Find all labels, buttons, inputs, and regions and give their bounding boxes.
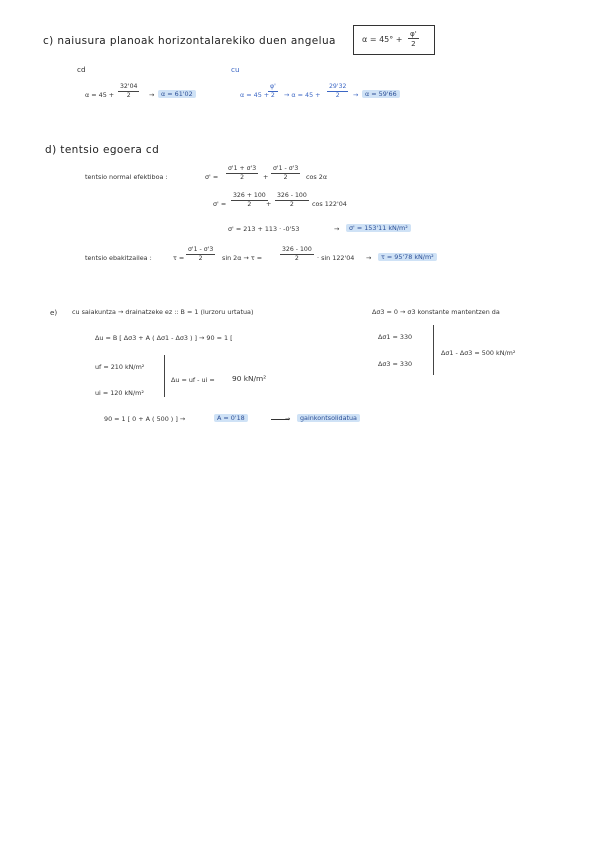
shear-mid: sin 2α → τ = <box>222 254 263 262</box>
row3-result: σ' = 153'11 kN/m² <box>346 224 411 232</box>
row1-num2: σ'1 - σ'3 <box>271 166 300 174</box>
delta-sigma1: Δσ1 = 330 <box>378 333 413 341</box>
left-brace <box>164 355 165 397</box>
A-equation: 90 = 1 [ 0 + A ( 500 ) ] → <box>104 415 186 423</box>
cd-den: 2 <box>126 92 131 100</box>
row2-den2: 2 <box>289 201 294 209</box>
cd-num: 32'04 <box>118 84 139 92</box>
normal-stress-label: tentsio normal efektiboa : <box>85 173 168 181</box>
row2-num1: 326 + 100 <box>231 193 268 201</box>
row2-den1: 2 <box>247 201 252 209</box>
delta-u-value: 90 kN/m² <box>232 374 267 383</box>
label-cd: cd <box>77 65 86 74</box>
right-brace <box>433 325 434 375</box>
cu-den2: 2 <box>335 92 340 100</box>
cu-arrow: → <box>353 91 359 99</box>
shear-arrow: → <box>366 254 372 262</box>
cd-fraction <box>118 84 139 99</box>
delta-u-label: Δu = uf - ui = <box>171 376 215 384</box>
row1-den2: 2 <box>283 174 288 182</box>
cu-fraction-2 <box>327 84 348 99</box>
row1-num1: σ'1 + σ'3 <box>226 166 258 174</box>
row1-den1: 2 <box>240 174 245 182</box>
cu-num1: φ' <box>268 84 278 92</box>
shear-fraction-1 <box>186 247 215 262</box>
shear-num1: σ'1 - σ'3 <box>186 247 215 255</box>
cu-formula-start: α = 45 + <box>240 91 270 99</box>
boxed-formula-left: α = 45° + <box>362 35 403 44</box>
row3-arrow: → <box>334 225 340 233</box>
row2-end: cos 122'04 <box>312 200 347 208</box>
cu-den1: 2 <box>270 92 275 100</box>
label-cu: cu <box>231 65 240 74</box>
row1-fraction-1 <box>226 166 258 181</box>
row2-start: σ' = <box>213 200 227 208</box>
section-e-label: e) <box>50 308 58 317</box>
shear-stress-label: tentsio ebakitzailea : <box>85 254 152 262</box>
row1-end: cos 2α <box>306 173 328 181</box>
shear-end: · sin 122'04 <box>317 254 355 262</box>
shear-fraction-2 <box>280 247 314 262</box>
shear-den1: 2 <box>198 255 203 263</box>
row1-plus: + <box>263 173 269 181</box>
row2-plus: + <box>266 200 272 208</box>
cu-fraction-1 <box>268 84 278 99</box>
cd-result: α = 61'02 <box>158 90 196 98</box>
delta-sigma-result: Δσ1 - Δσ3 = 500 kN/m² <box>441 349 516 357</box>
row1-start: σ' = <box>205 173 219 181</box>
boxed-num: φ' <box>410 29 417 38</box>
conclusion: gainkontsolidatua <box>297 414 360 422</box>
section-d-title: d) tentsio egoera cd <box>45 144 160 156</box>
row2-num2: 326 - 100 <box>275 193 309 201</box>
shear-num2: 326 - 100 <box>280 247 314 255</box>
shear-den2: 2 <box>294 255 299 263</box>
row3-text: σ' = 213 + 113 · -0'53 <box>228 225 300 233</box>
row2-fraction-1 <box>231 193 268 208</box>
A-result: A = 0'18 <box>214 414 248 422</box>
u-initial: ui = 120 kN/m² <box>95 389 144 397</box>
pore-pressure-equation: Δu = B [ Δσ3 + A ( Δσ1 - Δσ3 ) ] → 90 = 1 [ <box>95 334 233 342</box>
cd-arrow: → <box>149 91 155 99</box>
boxed-den: 2 <box>411 39 416 49</box>
row1-fraction-2 <box>271 166 300 181</box>
shear-result: τ = 95'78 kN/m² <box>378 253 437 261</box>
u-final: uf = 210 kN/m² <box>95 363 145 371</box>
delta-sigma3: Δσ3 = 330 <box>378 360 413 368</box>
boxed-formula-fraction <box>408 30 419 47</box>
shear-start: τ = <box>173 254 185 262</box>
row2-fraction-2 <box>275 193 309 208</box>
cu-num2: 29'32 <box>327 84 348 92</box>
section-c-title: c) naiusura planoak horizontalarekiko duen angelua <box>43 35 336 47</box>
right-top-note: Δσ3 = 0 → σ3 konstante mantentzen da <box>372 308 500 316</box>
cd-formula-start: α = 45 + <box>85 91 115 99</box>
cu-formula-mid: → α = 45 + <box>284 91 321 99</box>
section-e-intro: cu saiakuntza → drainatzeke ez :: B = 1 (lurzoru urtatua) <box>72 308 254 316</box>
cu-result: α = 59'66 <box>362 90 400 98</box>
long-arrow-head: → <box>285 415 291 423</box>
